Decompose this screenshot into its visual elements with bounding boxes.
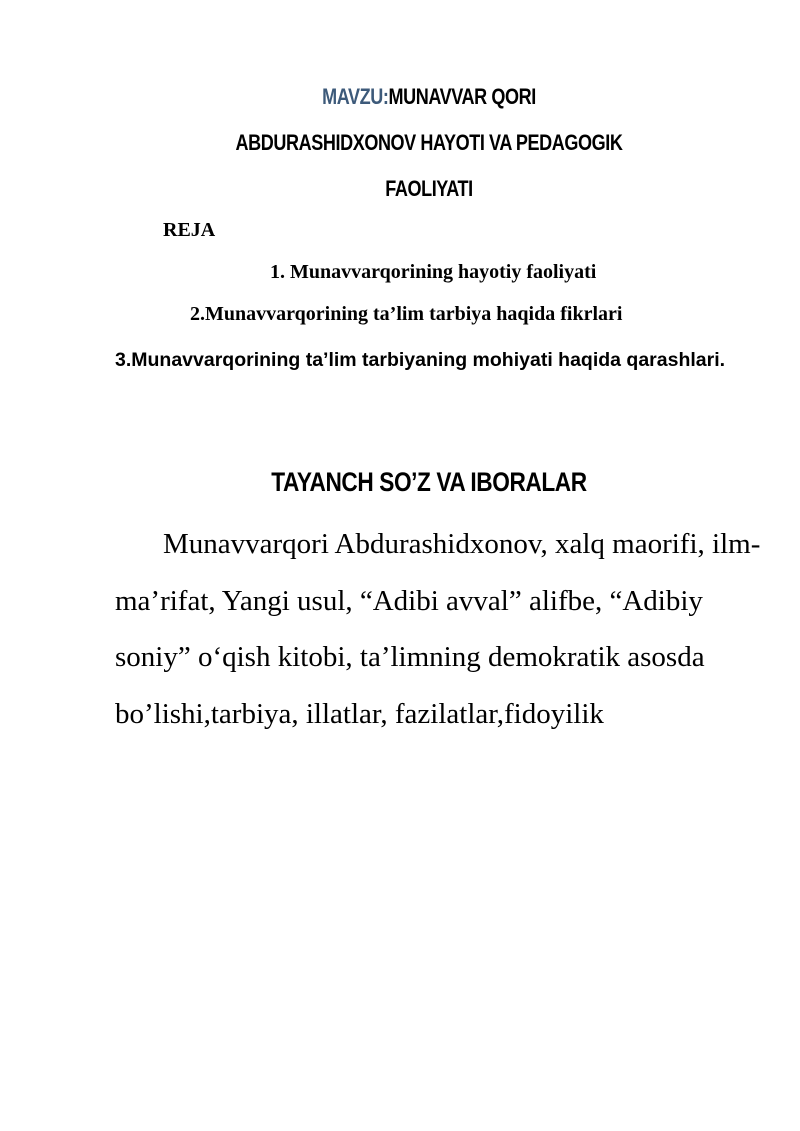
- topic-title: [167, 74, 690, 212]
- plan-item-2: 2.Munavvarqorining ta’lim tarbiya haqida fikrlari: [190, 303, 623, 325]
- topic-title-text-1: MUNAVVAR QORI: [388, 84, 536, 109]
- plan-item-1: 1. Munavvarqorining hayotiy faoliyati: [270, 261, 597, 283]
- plan-item-3: 3.Munavvarqorining ta’lim tarbiyaning mohiyati haqida qarashlari.: [115, 349, 726, 371]
- keywords-paragraph: Munavvarqori Abdurashidxonov, xalq maorifi, ilm-ma’rifat, Yangi usul, “Adibi avval” alifbe, “Adibiy soniy” o‘qish kitobi, ta’limning demokratik asosda bo’lishi,tarbiya, illatlar, fazilatlar,fidoyilik: [115, 528, 761, 730]
- plan-heading: REJA: [163, 219, 216, 241]
- topic-title-line-2: ABDURASHIDXONOV HAYOTI VA PEDAGOGIK: [235, 130, 623, 155]
- keywords-heading: TAYANCH SO’Z VA IBORALAR: [271, 467, 587, 497]
- topic-title-line-1: [167, 74, 690, 120]
- topic-label: MAVZU:: [322, 84, 389, 109]
- topic-title-line-3: FAOLIYATI: [385, 176, 473, 201]
